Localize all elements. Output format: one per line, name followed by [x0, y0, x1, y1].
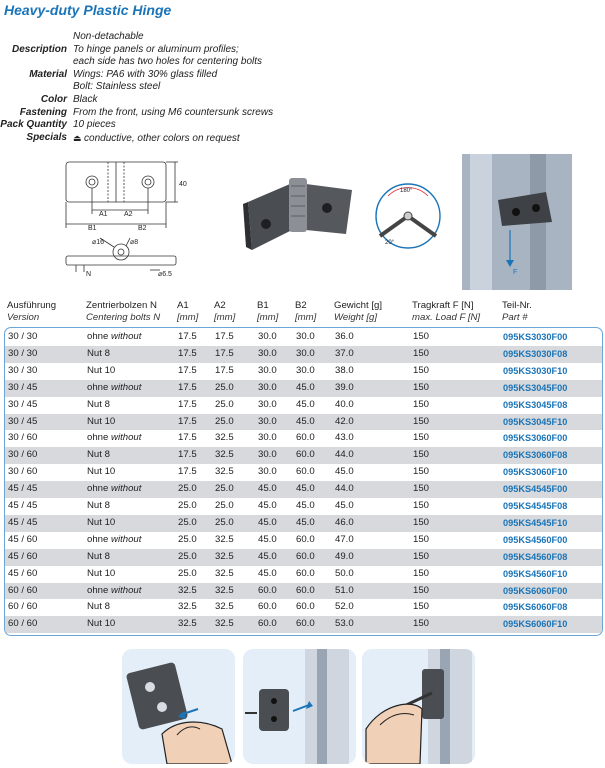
bolt-de: ohne: [87, 584, 109, 596]
cell-a1: 17.5: [178, 331, 197, 342]
cell-pn: 095KS3030F10: [503, 365, 568, 376]
bolt-de: Nut 10: [87, 466, 116, 478]
cell-bolt: [87, 380, 141, 397]
cell-f: 150: [413, 601, 430, 613]
table-row: [5, 498, 602, 515]
cell-b1: 45.0: [258, 500, 277, 511]
table-row: [5, 447, 602, 464]
cell-pn: 095KS3060F00: [503, 433, 568, 444]
bolt-de: Nut 10: [87, 516, 116, 528]
cell-b1: 30.0: [258, 398, 277, 410]
cell-pn: 095KS4560F10: [503, 568, 568, 579]
cell-version: 30 / 30: [8, 347, 38, 359]
assembly-step-2: [243, 649, 356, 764]
cell-bolt: [87, 346, 110, 363]
cell-b1: 45.0: [258, 516, 277, 528]
column-header: [177, 300, 198, 323]
column-header-en: Part #: [502, 311, 528, 323]
cell-version: 30 / 60: [8, 449, 38, 461]
column-header: [412, 300, 480, 323]
page-title: Heavy-duty Plastic Hinge: [4, 2, 172, 18]
cell-f: 150: [413, 415, 430, 427]
cell-pn: 095KS3045F00: [503, 382, 568, 393]
cell-bolt: [87, 430, 141, 447]
spec-label: Specials: [26, 131, 67, 143]
spec-label: Description: [11, 43, 67, 55]
cell-b2: 45.0: [296, 398, 315, 410]
spec-value: 10 pieces: [73, 119, 116, 131]
table-row: [5, 566, 602, 583]
cell-a2: 32.5: [215, 550, 234, 562]
cell-w: 47.0: [335, 533, 354, 545]
cell-version: 45 / 45: [8, 483, 38, 495]
table-row: [5, 430, 602, 447]
cell-w: 50.0: [335, 567, 354, 579]
cell-bolt: [87, 599, 110, 616]
cell-b1: 30.0: [258, 449, 277, 461]
table-row: [5, 532, 602, 549]
cell-pn: 095KS4545F10: [503, 517, 568, 528]
table-row: [5, 346, 602, 363]
column-header-de: B1: [257, 300, 269, 311]
cell-f: 150: [413, 331, 430, 342]
bolt-en: without: [111, 381, 142, 393]
cell-b1: 60.0: [258, 618, 277, 630]
cell-f: 150: [413, 618, 430, 630]
column-header-en: [mm]: [295, 311, 317, 323]
cell-bolt: [87, 616, 115, 633]
spec-row: [0, 132, 273, 146]
cell-w: 51.0: [335, 584, 354, 596]
cell-pn: 095KS3060F08: [503, 450, 568, 461]
table-row: [5, 464, 602, 481]
table-row: [5, 549, 602, 566]
column-header: [295, 300, 316, 323]
cell-a1: 32.5: [178, 584, 197, 596]
spec-row: [0, 119, 273, 132]
figure-strip: [0, 152, 605, 292]
column-header: [7, 300, 56, 323]
cell-f: 150: [413, 432, 430, 444]
column-header-de: Zentrierbolzen N: [86, 300, 157, 311]
cell-a1: 32.5: [178, 601, 197, 613]
dim-a2: A2: [124, 211, 133, 218]
cell-bolt: [87, 397, 110, 414]
cell-pn: 095KS4545F08: [503, 501, 568, 511]
spec-row: [0, 94, 273, 107]
spec-row: [0, 69, 273, 94]
spec-value: To hinge panels or aluminum profiles; each side has two holes for centering bolts: [73, 43, 262, 68]
table-row: [5, 481, 602, 498]
bolt-de: Nut 10: [87, 567, 116, 579]
cell-bolt: [87, 532, 141, 549]
cell-a2: 25.0: [215, 516, 234, 528]
cell-a2: 17.5: [215, 347, 234, 359]
spec-label: Pack Quantity: [0, 119, 67, 131]
cell-a2: 32.5: [215, 466, 234, 478]
column-header-de: A1: [177, 300, 189, 311]
table-row: [5, 515, 602, 532]
column-header-de: Ausführung: [7, 300, 57, 311]
cell-a1: 17.5: [178, 432, 197, 444]
cell-a1: 17.5: [178, 466, 197, 478]
cell-f: 150: [413, 550, 430, 562]
cell-b2: 45.0: [296, 483, 315, 495]
cell-w: 36.0: [335, 331, 354, 342]
cell-w: 40.0: [335, 398, 354, 410]
angle-20: 20°: [385, 240, 395, 246]
cell-b1: 30.0: [258, 381, 277, 393]
cell-b2: 45.0: [296, 415, 315, 427]
cell-f: 150: [413, 347, 430, 359]
cell-version: 45 / 45: [8, 516, 38, 528]
cell-a1: 25.0: [178, 516, 197, 528]
cell-bolt: [87, 329, 141, 346]
cell-a2: 25.0: [215, 398, 234, 410]
cell-f: 150: [413, 516, 430, 528]
cell-pn: 095KS3030F00: [503, 332, 568, 342]
cell-version: 45 / 60: [8, 550, 38, 562]
force-label: F: [513, 269, 518, 276]
cell-version: 30 / 60: [8, 432, 38, 444]
cell-b2: 60.0: [296, 449, 315, 461]
cell-b2: 60.0: [296, 432, 315, 444]
column-header-en: Weight [g]: [334, 311, 378, 323]
column-header: [214, 300, 235, 323]
cell-bolt: [87, 447, 110, 464]
column-header: [502, 300, 532, 323]
cell-b2: 60.0: [296, 567, 315, 579]
cell-b2: 30.0: [296, 331, 315, 342]
cell-w: 37.0: [335, 347, 354, 359]
cell-version: 45 / 60: [8, 533, 38, 545]
cell-pn: 095KS3045F08: [503, 399, 568, 410]
cell-b1: 30.0: [258, 347, 277, 359]
dim-n: N: [86, 271, 92, 278]
cell-f: 150: [413, 500, 430, 511]
cell-bolt: [87, 498, 110, 515]
cell-bolt: [87, 414, 115, 431]
cell-b2: 60.0: [296, 584, 315, 596]
cell-pn: 095KS3045F10: [503, 416, 568, 427]
cell-b2: 45.0: [296, 516, 315, 528]
spec-value: Non-detachable: [73, 31, 144, 42]
dim-d65: ⌀6.5: [158, 271, 172, 278]
cell-bolt: [87, 464, 115, 481]
cell-version: 30 / 45: [8, 415, 38, 427]
cell-f: 150: [413, 533, 430, 545]
cell-f: 150: [413, 364, 430, 376]
column-header-en: max. Load F [N]: [412, 311, 481, 323]
cell-b2: 60.0: [296, 601, 315, 613]
conductive-icon: ⏏: [73, 132, 85, 143]
cell-version: 60 / 60: [8, 584, 38, 596]
cell-a1: 25.0: [178, 500, 197, 511]
bolt-de: ohne: [87, 432, 109, 444]
bolt-de: ohne: [87, 533, 109, 545]
cell-w: 46.0: [335, 516, 354, 528]
cell-b1: 60.0: [258, 601, 277, 613]
spec-row: [0, 31, 273, 44]
cell-w: 44.0: [335, 449, 354, 461]
cell-a1: 25.0: [178, 550, 197, 562]
spec-row: [0, 44, 273, 69]
assembly-step-1: [122, 649, 235, 764]
cell-b2: 30.0: [296, 347, 315, 359]
cell-b1: 60.0: [258, 584, 277, 596]
spec-label: Fastening: [19, 106, 67, 118]
cell-a2: 17.5: [215, 331, 234, 342]
cell-version: 60 / 60: [8, 618, 38, 630]
cell-a2: 32.5: [215, 618, 234, 630]
cell-a2: 32.5: [215, 601, 234, 613]
cell-pn: 095KS6060F00: [503, 585, 568, 596]
spec-value: [73, 132, 240, 146]
cell-f: 150: [413, 449, 430, 461]
table-row: [5, 616, 602, 633]
cell-a2: 25.0: [215, 381, 234, 393]
dim-d8: ⌀8: [130, 239, 139, 246]
dim-a1: A1: [99, 211, 108, 218]
cell-b2: 60.0: [296, 618, 315, 630]
column-header-de: Gewicht [g]: [334, 300, 382, 311]
cell-w: 53.0: [335, 618, 354, 630]
table-row: [5, 397, 602, 414]
cell-a1: 17.5: [178, 381, 197, 393]
cell-f: 150: [413, 483, 430, 495]
bolt-en: without: [111, 432, 142, 444]
cell-b2: 60.0: [296, 550, 315, 562]
column-header-en: Version: [7, 311, 40, 323]
table-row: [5, 583, 602, 600]
column-header-de: Teil-Nr.: [502, 300, 532, 311]
cell-w: 49.0: [335, 550, 354, 562]
cell-a1: 25.0: [178, 567, 197, 579]
bolt-de: Nut 8: [87, 449, 110, 461]
technical-drawing: [66, 162, 178, 272]
cell-a2: 25.0: [215, 500, 234, 511]
bolt-en: without: [111, 584, 142, 596]
profile-mount-image: [462, 154, 572, 290]
column-header-de: A2: [214, 300, 226, 311]
cell-f: 150: [413, 398, 430, 410]
bolt-en: without: [111, 331, 142, 342]
cell-a1: 17.5: [178, 364, 197, 376]
hinge-render: [243, 178, 352, 250]
bolt-de: ohne: [87, 483, 109, 495]
cell-pn: 095KS6060F08: [503, 602, 568, 613]
cell-version: 30 / 30: [8, 331, 38, 342]
spec-value: Black: [73, 93, 98, 105]
table-row: [5, 363, 602, 380]
cell-w: 39.0: [335, 381, 354, 393]
cell-b1: 45.0: [258, 550, 277, 562]
bolt-de: Nut 8: [87, 347, 110, 359]
cell-w: 38.0: [335, 364, 354, 376]
bolt-de: Nut 8: [87, 550, 110, 562]
table-row: [5, 329, 602, 346]
cell-a2: 32.5: [215, 567, 234, 579]
column-header-en: Centering bolts N: [86, 311, 161, 323]
cell-version: 30 / 45: [8, 398, 38, 410]
cell-a1: 17.5: [178, 449, 197, 461]
cell-pn: 095KS3060F10: [503, 467, 568, 478]
cell-w: 42.0: [335, 415, 354, 427]
cell-a2: 32.5: [215, 449, 234, 461]
rotation-angle-diagram: [376, 184, 440, 248]
bolt-de: ohne: [87, 331, 109, 342]
cell-bolt: [87, 549, 110, 566]
cell-pn: 095KS6060F10: [503, 619, 568, 630]
spec-value: Wings: PA6 with 30% glass filled Bolt: Stainless steel: [73, 68, 218, 93]
bolt-de: Nut 8: [87, 500, 110, 511]
cell-a2: 32.5: [215, 584, 234, 596]
cell-b1: 45.0: [258, 483, 277, 495]
spec-label: [0, 31, 73, 44]
column-header-en: [mm]: [177, 311, 199, 323]
bolt-de: Nut 10: [87, 415, 116, 427]
cell-b1: 30.0: [258, 364, 277, 376]
bolt-de: Nut 10: [87, 364, 116, 376]
bolt-en: without: [111, 483, 142, 495]
cell-w: 45.0: [335, 500, 354, 511]
cell-b1: 30.0: [258, 466, 277, 478]
cell-version: 30 / 45: [8, 381, 38, 393]
column-header: [334, 300, 382, 323]
cell-bolt: [87, 583, 141, 600]
spec-row: [0, 107, 273, 120]
cell-a2: 25.0: [215, 415, 234, 427]
cell-a2: 32.5: [215, 533, 234, 545]
table-row: [5, 599, 602, 616]
cell-a2: 25.0: [215, 483, 234, 495]
cell-w: 45.0: [335, 466, 354, 478]
cell-a1: 17.5: [178, 415, 197, 427]
assembly-step-3: [362, 649, 475, 764]
cell-version: 30 / 30: [8, 364, 38, 376]
cell-bolt: [87, 515, 115, 532]
column-header-en: [mm]: [214, 311, 236, 323]
spec-label: Material: [29, 68, 67, 80]
cell-b2: 45.0: [296, 500, 315, 511]
column-header-de: Tragkraft F [N]: [412, 300, 474, 311]
cell-pn: 095KS4560F00: [503, 534, 568, 545]
cell-version: 60 / 60: [8, 601, 38, 613]
cell-version: 30 / 60: [8, 466, 38, 478]
column-header-en: [mm]: [257, 311, 279, 323]
cell-a1: 25.0: [178, 533, 197, 545]
column-header: [257, 300, 278, 323]
cell-f: 150: [413, 567, 430, 579]
cell-b2: 60.0: [296, 466, 315, 478]
dim-b1: B1: [88, 225, 97, 232]
cell-version: 45 / 60: [8, 567, 38, 579]
dim-40: 40: [179, 181, 187, 188]
cell-a1: 32.5: [178, 618, 197, 630]
bolt-de: Nut 8: [87, 601, 110, 613]
cell-bolt: [87, 363, 115, 380]
cell-b2: 45.0: [296, 381, 315, 393]
cell-b1: 45.0: [258, 533, 277, 545]
dim-d16: ⌀16: [92, 239, 105, 246]
cell-w: 52.0: [335, 601, 354, 613]
cell-b1: 30.0: [258, 432, 277, 444]
bolt-de: ohne: [87, 381, 109, 393]
cell-f: 150: [413, 584, 430, 596]
table-row: [5, 414, 602, 431]
spec-list: [0, 31, 273, 145]
cell-pn: 095KS4560F08: [503, 551, 568, 562]
cell-f: 150: [413, 466, 430, 478]
cell-w: 43.0: [335, 432, 354, 444]
bolt-en: without: [111, 533, 142, 545]
cell-a1: 17.5: [178, 398, 197, 410]
column-header: [86, 300, 160, 323]
dim-b2: B2: [138, 225, 147, 232]
column-header-de: B2: [295, 300, 307, 311]
cell-b1: 30.0: [258, 415, 277, 427]
spec-value: From the front, using M6 countersunk screws: [73, 106, 274, 118]
bolt-de: Nut 10: [87, 618, 116, 630]
spec-label: Color: [40, 93, 67, 105]
cell-bolt: [87, 566, 115, 583]
cell-pn: 095KS3030F08: [503, 348, 568, 359]
cell-pn: 095KS4545F00: [503, 484, 568, 495]
cell-version: 45 / 45: [8, 500, 38, 511]
cell-b2: 30.0: [296, 364, 315, 376]
parts-table: [4, 327, 603, 636]
cell-a1: 25.0: [178, 483, 197, 495]
angle-180: 180°: [400, 188, 413, 194]
cell-b1: 30.0: [258, 331, 277, 342]
cell-bolt: [87, 481, 141, 498]
cell-a2: 17.5: [215, 364, 234, 376]
bolt-de: Nut 8: [87, 398, 110, 410]
cell-b2: 60.0: [296, 533, 315, 545]
cell-w: 44.0: [335, 483, 354, 495]
table-row: [5, 380, 602, 397]
spec-value-text: conductive, other colors on request: [84, 132, 240, 144]
cell-a2: 32.5: [215, 432, 234, 444]
cell-f: 150: [413, 381, 430, 393]
cell-a1: 17.5: [178, 347, 197, 359]
cell-b1: 45.0: [258, 567, 277, 579]
